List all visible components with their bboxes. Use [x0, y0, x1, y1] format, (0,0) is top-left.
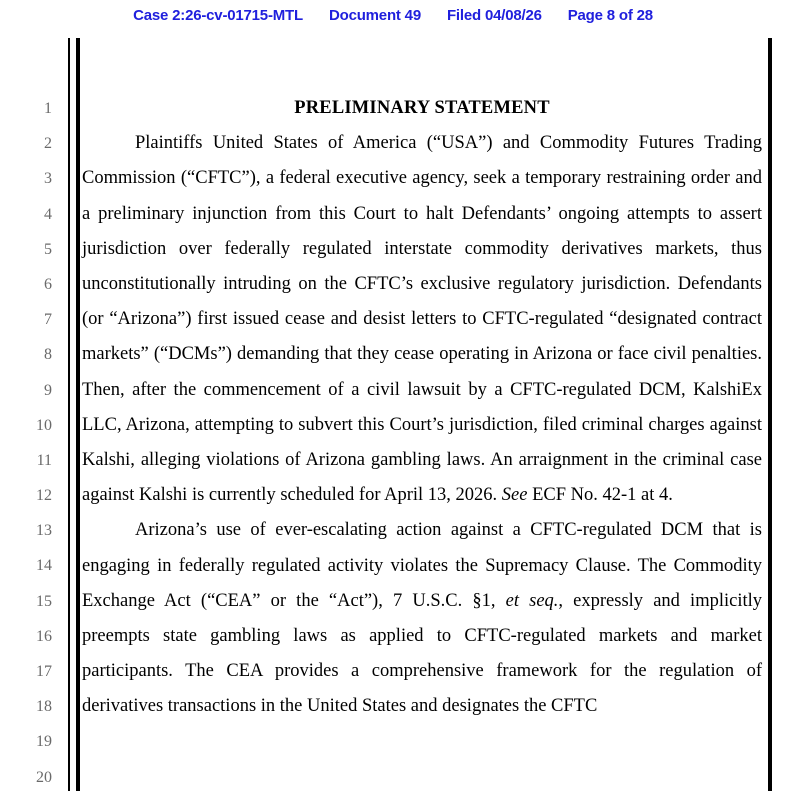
- line-number: 9: [44, 381, 52, 399]
- line-number: 20: [36, 768, 52, 786]
- filed-date: Filed 04/08/26: [446, 6, 542, 24]
- paragraph-preliminary-statement-1: [82, 126, 762, 513]
- line-number: 19: [36, 733, 52, 751]
- citation-ecf-reference: ECF No. 42-1 at 4.: [527, 485, 673, 506]
- ecf-filing-stamp: [0, 0, 786, 30]
- line-number: 3: [44, 170, 52, 188]
- citation-signal-et-seq: et seq.: [505, 590, 559, 611]
- page-title: PRELIMINARY STATEMENT: [294, 98, 550, 118]
- paragraph-text-continued: , expressly and implicitly preempts state gambling laws as applied to CFTC-regulated markets and market participants. The CEA provides a comprehensive framework for the regulation of derivatives transactions in the United States and designates the CFTC: [82, 590, 762, 717]
- line-number: 2: [44, 135, 52, 153]
- line-number: 5: [44, 240, 52, 258]
- paragraph-text: Arizona’s use of ever-escalating action against a CFTC-regulated DCM that is engaging in federally regulated activity violates the Supremacy Clause. The Commodity Exchange Act (“CEA” or the “Act”), 7 U.S.C. §1,: [82, 520, 762, 611]
- line-number: 12: [36, 487, 52, 505]
- line-number: 17: [36, 663, 52, 680]
- right-margin-rule: [768, 38, 772, 791]
- paragraph-preliminary-statement-2: [82, 513, 762, 724]
- line-number: 16: [36, 627, 52, 645]
- line-number: 1: [44, 100, 52, 117]
- left-margin-rule-thick: [76, 38, 80, 791]
- line-number: 8: [44, 346, 52, 364]
- line-number: 15: [36, 592, 52, 610]
- line-number: 14: [36, 557, 52, 575]
- document-number: Document 49: [328, 6, 421, 24]
- line-number: 10: [36, 416, 52, 434]
- document-body: [82, 38, 762, 725]
- line-number: 13: [36, 522, 52, 540]
- page-indicator: Page 8 of 28: [567, 6, 653, 24]
- paragraph-text: Plaintiffs United States of America (“USA”) and Commodity Futures Trading Commission (“CFTC”), a federal executive agency, seek a temporary restraining order and a preliminary injunction from this Court to halt Defendants’ ongoing attempts to assert jurisdiction over federally regulated interstate commodity derivatives markets, thus unconstitutionally intruding on the CFTC’s exclusive regulatory jurisdiction. Defendants (or “Arizona”) first issued cease and desist letters to CFTC-regulated “designated contract markets” (“DCMs”) demanding that they cease operating in Arizona or face civil penalties. Then, after the commencement of a civil lawsuit by a CFTC-regulated DCM, KalshiEx LLC, Arizona, attempting to subvert this Court’s jurisdiction, filed criminal charges against Kalshi, alleging violations of Arizona gambling laws. An arraignment in the criminal case against Kalshi is currently scheduled for April 13, 2026.: [82, 133, 762, 506]
- line-number-gutter: [0, 38, 60, 795]
- line-number: 6: [44, 275, 52, 293]
- line-number: 11: [36, 451, 52, 469]
- line-number: 18: [36, 698, 52, 716]
- citation-signal-see: See: [501, 485, 528, 506]
- left-margin-rule-thin: [68, 38, 70, 791]
- line-number: 7: [44, 311, 52, 329]
- line-number: 4: [44, 205, 52, 223]
- case-number: Case 2:26-cv-01715-MTL: [133, 6, 303, 24]
